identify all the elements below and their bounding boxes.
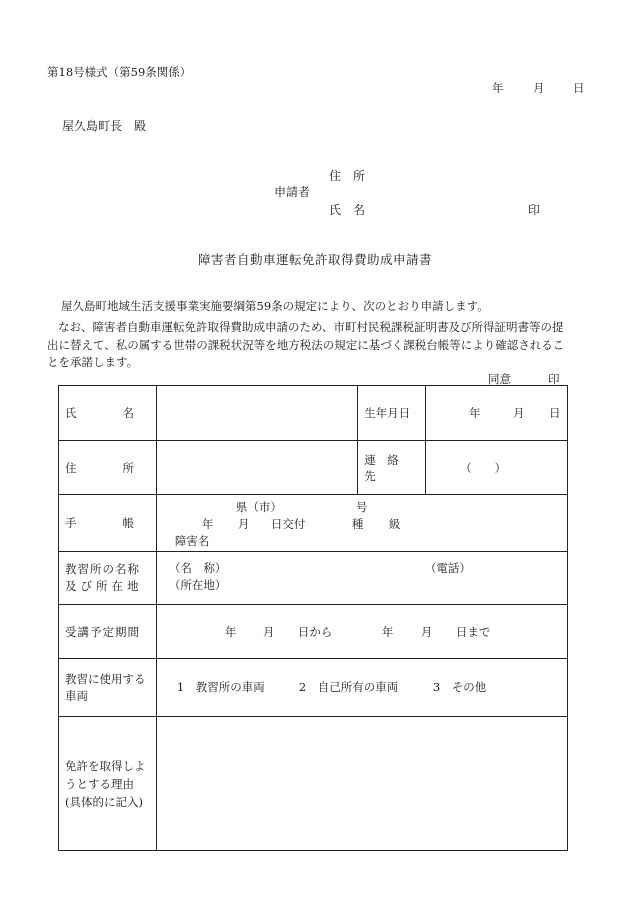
name-label: 氏 名 [59, 386, 157, 441]
vehicle-option-2[interactable]: 2 自己所有の車両 [298, 680, 399, 694]
handbook-disability: 障害名 [174, 534, 210, 548]
date-day: 日 [573, 81, 585, 95]
school-label-line-2: 及び所在地 [65, 579, 143, 593]
reason-label-line-3: (具体的に記入) [65, 794, 143, 809]
vehicle-label [59, 659, 157, 717]
handbook-number: 号 [355, 500, 368, 514]
period-to-year: 年 [381, 625, 394, 639]
applicant-name-label: 氏 名 [329, 203, 366, 217]
row-reason [59, 717, 568, 851]
period-to-day: 日まで [455, 625, 491, 639]
row-address [59, 441, 568, 495]
reason-label-line-1: 免許を取得しよ [65, 758, 146, 773]
period-from-month: 月 [262, 625, 275, 639]
applicant-address-label: 住 所 [329, 169, 366, 183]
row-name [59, 386, 568, 441]
school-value[interactable] [156, 552, 567, 605]
reason-value[interactable] [156, 717, 567, 851]
period-from-year: 年 [224, 625, 237, 639]
school-label [59, 552, 157, 605]
period-to-month: 月 [420, 625, 433, 639]
handbook-class: 種 [351, 517, 364, 531]
name-value[interactable] [156, 386, 357, 441]
date-month: 月 [533, 81, 545, 95]
period-from-day: 日から [297, 625, 333, 639]
period-label: 受講予定期間 [59, 605, 157, 659]
document-title: 障害者自動車運転免許取得費助成申請書 [197, 252, 432, 267]
row-school [59, 552, 568, 605]
consent-seal: 印 [548, 372, 560, 386]
period-value[interactable] [156, 605, 567, 659]
addressee: 屋久島町長 殿 [62, 119, 147, 133]
birthdate-label: 生年月日 [358, 386, 426, 441]
birthdate-value[interactable] [426, 386, 568, 441]
school-name: （名 称） [168, 561, 227, 575]
handbook-label: 手 帳 [59, 495, 157, 552]
contact-label: 連 絡 先 [358, 441, 426, 495]
vehicle-label-line-1: 教習に使用する [65, 671, 146, 686]
school-label-line-1: 教習所の名称 [65, 562, 140, 576]
contact-paren: （ ） [460, 460, 507, 475]
applicant-seal: 印 [528, 203, 541, 217]
reason-label-line-2: うとする理由 [65, 776, 134, 791]
handbook-pref: 県（市） [235, 500, 282, 514]
address-value[interactable] [156, 441, 357, 495]
birth-day: 日 [549, 406, 561, 420]
birth-year: 年 [469, 406, 481, 420]
vehicle-options [156, 659, 567, 717]
handbook-grade: 級 [388, 517, 401, 531]
birth-month: 月 [513, 406, 525, 420]
form-number: 第18号様式（第59条関係） [47, 65, 192, 79]
handbook-value[interactable] [156, 495, 567, 552]
body-paragraph-1: 屋久島町地域生活支援事業実施要綱第59条の規定により、次のとおり申請します。 [61, 299, 489, 313]
handbook-year: 年 [201, 517, 214, 531]
row-vehicle [59, 659, 568, 717]
address-label: 住 所 [59, 441, 157, 495]
applicant-role-label: 申請者 [274, 185, 311, 199]
vehicle-label-line-2: 車両 [65, 688, 88, 703]
school-location: （所在地） [168, 578, 227, 592]
body-paragraph-2: なお、障害者自動車運転免許取得費助成申請のため、市町村民税課税証明書及び所得証明書等の提出に替えて、私の属する世帯の課税状況等を地方税法の規定に基づく課税台帳等により確認されることを承諾します。 [47, 320, 565, 369]
row-handbook [59, 495, 568, 552]
reason-label [59, 717, 157, 851]
vehicle-option-3[interactable]: 3 その他 [432, 680, 487, 694]
date-year: 年 [492, 81, 504, 95]
row-period [59, 605, 568, 659]
consent-label: 同意 [488, 372, 511, 386]
handbook-month: 月 [237, 517, 250, 531]
contact-value[interactable] [426, 441, 568, 495]
handbook-issued: 日交付 [270, 517, 306, 531]
application-table [58, 385, 568, 851]
vehicle-option-1[interactable]: 1 教習所の車両 [176, 680, 265, 694]
school-phone: （電話） [424, 561, 471, 575]
